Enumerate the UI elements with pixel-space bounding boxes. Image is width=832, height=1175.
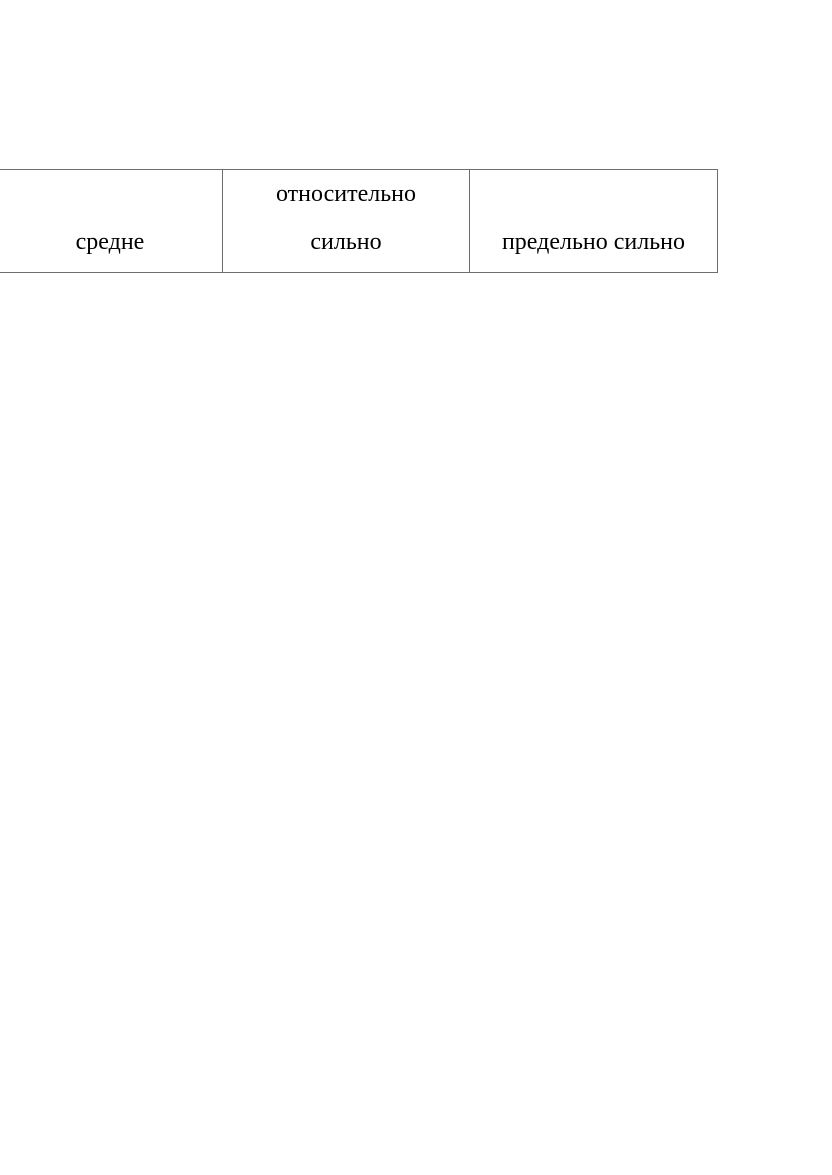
cell-text-medium: средне	[75, 229, 145, 255]
table-cell	[223, 170, 470, 273]
cell-text-relatively-strong: относительно сильно	[275, 181, 416, 255]
table-cell	[470, 170, 718, 273]
table-row	[0, 170, 718, 273]
cell-text-extremely-strong: предельно сильно	[501, 229, 686, 255]
table-cell	[0, 170, 223, 273]
intensity-scale-table	[0, 169, 718, 273]
